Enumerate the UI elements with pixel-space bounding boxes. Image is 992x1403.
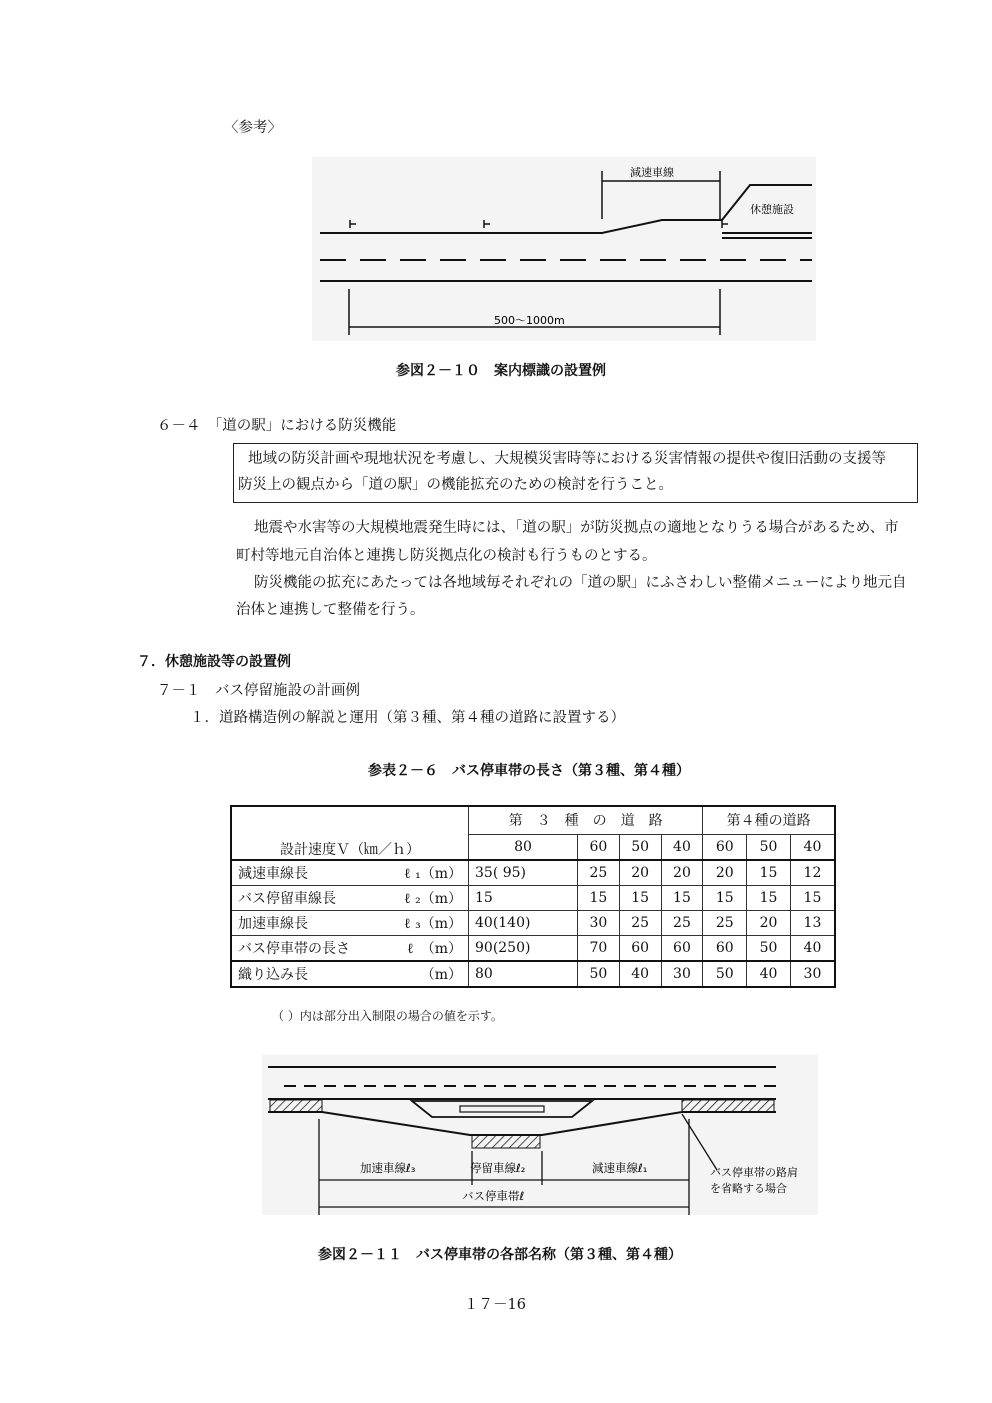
- table-cell: 30: [661, 961, 703, 987]
- table-cell: 15: [790, 885, 835, 910]
- shoulder-note-1: バス停車帯の路肩: [710, 1166, 798, 1179]
- table-cell: 15: [469, 885, 578, 910]
- speed-cell: 60: [578, 834, 620, 860]
- table-cell: 60: [703, 935, 747, 961]
- table-cell: 15: [703, 885, 747, 910]
- table-cell: 15: [661, 885, 703, 910]
- table-cell: 30: [790, 961, 835, 987]
- table-cell: 30: [578, 910, 620, 935]
- page-number: １７－16: [464, 1297, 526, 1313]
- table-row: [231, 885, 835, 910]
- speed-cell: 50: [747, 834, 791, 860]
- group-3-header: 第 ３ 種 の 道 路: [469, 806, 703, 834]
- para-1-line-2: 町村等地元自治体と連携し防災拠点化の検討も行うものとする。: [236, 548, 657, 564]
- table-cell: 25: [661, 910, 703, 935]
- speed-cell: 40: [790, 834, 835, 860]
- row-symbol: ℓ ₃（m）: [403, 915, 462, 932]
- section-item-1: １．道路構造例の解説と運用（第３種、第４種の道路に設置する）: [190, 710, 625, 726]
- row-label: [231, 885, 469, 910]
- table-cell: 20: [619, 860, 661, 886]
- group-4-header: 第４種の道路: [703, 806, 835, 834]
- table-cell: 12: [790, 860, 835, 886]
- table-cell: 20: [661, 860, 703, 886]
- table-cell: 25: [703, 910, 747, 935]
- shoulder-note-2: を省略する場合: [710, 1182, 787, 1195]
- table-cell: 15: [747, 885, 791, 910]
- table-cell: 40: [619, 961, 661, 987]
- speed-header: [231, 806, 469, 860]
- table-cell: 35( 95): [469, 860, 578, 886]
- distance-label: 500〜1000m: [494, 314, 565, 327]
- figure-guide-sign-drawing: [312, 157, 816, 341]
- row-label: [231, 910, 469, 935]
- row-name: 織り込み長: [238, 966, 308, 983]
- figure-bus-bay: [262, 1055, 818, 1215]
- speed-cell: 60: [703, 834, 747, 860]
- decel-lane-label-2: 減速車線ℓ₁: [592, 1161, 648, 1175]
- row-name: バス停車帯の長さ: [238, 940, 350, 957]
- table-row: [231, 860, 835, 886]
- table-cell: 50: [703, 961, 747, 987]
- speed-cell: 50: [619, 834, 661, 860]
- table-cell: 80: [469, 961, 578, 987]
- table-cell: 90(250): [469, 935, 578, 961]
- table-cell: 40: [747, 961, 791, 987]
- para-2-line-1: 防災機能の拡充にあたっては各地域毎それぞれの「道の駅」にふさわしい整備メニューにより地元自: [254, 575, 907, 591]
- figure-bus-bay-drawing: [262, 1055, 818, 1215]
- section-6-4-heading: ６－４ 「道の駅」における防災機能: [157, 418, 397, 434]
- table-cell: 15: [578, 885, 620, 910]
- row-label: [231, 860, 469, 886]
- para-1-line-1: 地震や水害等の大規模地震発生時には、「道の駅」が防災拠点の適地となりうる場合があるため、市: [254, 520, 899, 536]
- table-cell: 25: [619, 910, 661, 935]
- row-symbol: ℓ ₂（m）: [403, 890, 462, 907]
- requirement-box: [233, 443, 918, 503]
- table-cell: 40: [790, 935, 835, 961]
- box-line-1: 地域の防災計画や現地状況を考慮し、大規模災害時等における災害情報の提供や復旧活動の支援等: [248, 451, 886, 467]
- section-7-1-heading: ７－１ バス停留施設の計画例: [157, 683, 360, 699]
- table-cell: 20: [703, 860, 747, 886]
- accel-lane-label: 加速車線ℓ₃: [360, 1161, 416, 1175]
- table-note: （ ）内は部分出入制限の場合の値を示す。: [272, 1009, 503, 1023]
- figure-2-11-caption: 参図２－１１ バス停車帯の各部名称（第３種、第４種）: [318, 1247, 682, 1263]
- speed-cell: 40: [661, 834, 703, 860]
- row-name: 加速車線長: [238, 915, 308, 932]
- decel-lane-label: 減速車線: [630, 166, 674, 179]
- row-name: 減速車線長: [238, 865, 308, 882]
- row-label: [231, 935, 469, 961]
- table-row: [231, 935, 835, 961]
- table-cell: 15: [747, 860, 791, 886]
- table-cell: 15: [619, 885, 661, 910]
- table-cell: 60: [619, 935, 661, 961]
- speed-cell: 80: [469, 834, 578, 860]
- figure-guide-sign: [312, 157, 816, 341]
- table-row: [231, 910, 835, 935]
- row-name: バス停留車線長: [238, 890, 336, 907]
- section-7-heading: ７．休憩施設等の設置例: [137, 654, 291, 670]
- table-cell: 70: [578, 935, 620, 961]
- row-symbol: ℓ （m）: [407, 940, 462, 957]
- rest-facility-label: 休憩施設: [750, 203, 794, 216]
- box-line-2: 防災上の観点から「道の駅」の機能拡充のための検討を行うこと。: [238, 477, 673, 493]
- table-cell: 20: [747, 910, 791, 935]
- row-symbol: （m）: [420, 966, 462, 983]
- table-cell: 50: [747, 935, 791, 961]
- bus-bay-label: バス停車帯ℓ: [462, 1189, 525, 1203]
- row-symbol: ℓ ₁（m）: [403, 865, 462, 882]
- stop-lane-label: 停留車線ℓ₂: [470, 1161, 526, 1175]
- table-row: [231, 961, 835, 987]
- table-cell: 60: [661, 935, 703, 961]
- speed-label: 設計速度Ｖ（㎞／ｈ）: [280, 841, 420, 858]
- table-cell: 13: [790, 910, 835, 935]
- table-cell: 40(140): [469, 910, 578, 935]
- table-cell: 50: [578, 961, 620, 987]
- table-cell: 25: [578, 860, 620, 886]
- row-label: [231, 961, 469, 987]
- reference-label: 〈参考〉: [224, 120, 282, 136]
- figure-2-10-caption: 参図２－１０ 案内標識の設置例: [396, 363, 606, 379]
- table-2-6-caption: 参表２－６ バス停車帯の長さ（第３種、第４種）: [368, 763, 690, 779]
- para-2-line-2: 治体と連携して整備を行う。: [236, 602, 425, 618]
- bus-bay-length-table: [230, 805, 836, 988]
